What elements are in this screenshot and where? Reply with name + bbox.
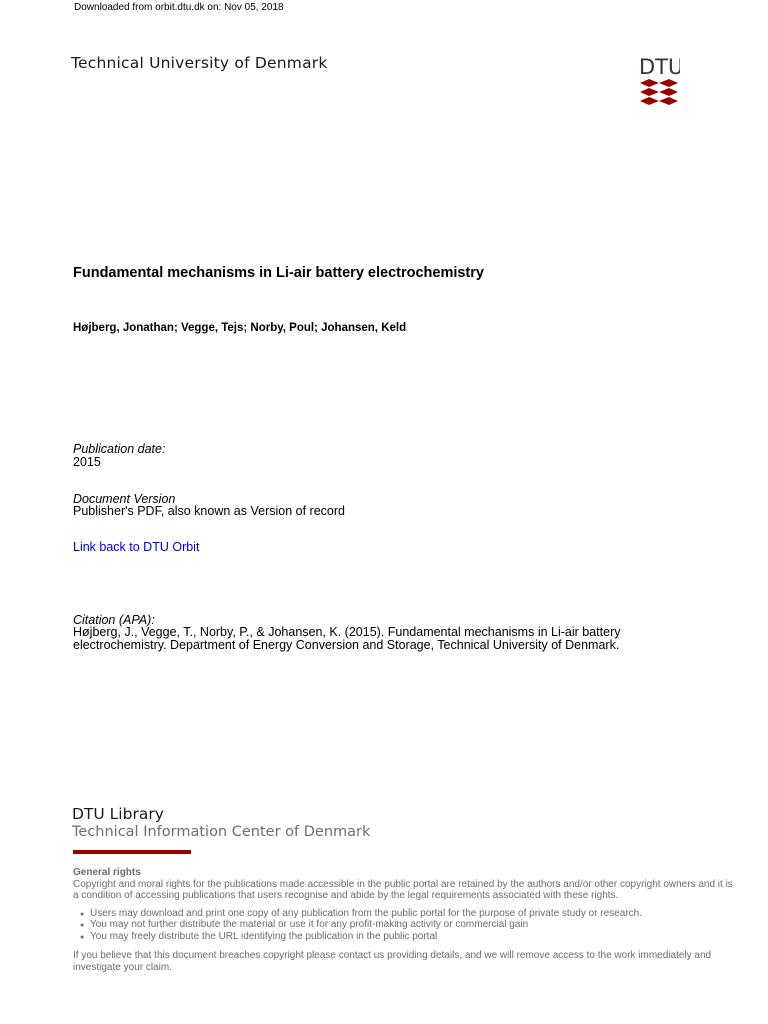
dtu-orbit-link[interactable]: Link back to DTU Orbit	[73, 540, 200, 554]
paper-authors: Højberg, Jonathan; Vegge, Tejs; Norby, Poul; Johansen, Keld	[73, 322, 407, 334]
rights-list	[73, 908, 733, 943]
library-subtitle: Technical Information Center of Denmark	[72, 824, 371, 840]
rights-notice: If you believe that this document breaches copyright please contact us providing details, and we will remove access to the work immediately and investigate your claim.	[73, 950, 712, 973]
download-note: Downloaded from orbit.dtu.dk on: Nov 05, 2018	[74, 2, 284, 13]
dtu-logo	[638, 54, 680, 112]
document-version-label: Document Version	[73, 492, 176, 506]
list-item: ● You may not further distribute the material or use it for any profit-making activity or commercial gain	[90, 919, 733, 931]
paper-title: Fundamental mechanisms in Li-air battery electrochemistry	[73, 265, 484, 281]
dtu-logo-icon	[638, 54, 680, 112]
rights-heading: General rights	[73, 867, 141, 878]
citation-label: Citation (APA):	[73, 613, 155, 627]
dtu-logo-text: DTU	[639, 55, 680, 79]
university-name: Technical University of Denmark	[71, 54, 328, 72]
publication-date-value: 2015	[73, 455, 101, 469]
list-item: ● You may freely distribute the URL identifying the publication in the public portal	[90, 931, 733, 943]
library-title: DTU Library	[72, 805, 164, 823]
rights-body: Copyright and moral rights for the publications made accessible in the public portal are retained by the authors and/or other copyright owners and it is a condition of accessing publications that users recognise and abide by the legal requirements associated with these rights.	[73, 878, 733, 901]
rights-section	[73, 867, 733, 973]
citation-text: Højberg, J., Vegge, T., Norby, P., & Johansen, K. (2015). Fundamental mechanisms in Li-air battery electrochemistry. Department of Energy Conversion and Storage, Technical University of Denmark.	[73, 625, 621, 652]
dtu-logo-mark	[640, 79, 678, 105]
list-item: ● Users may download and print one copy of any publication from the public portal for the purpose of private study or research.	[90, 908, 733, 920]
document-version-value: Publisher's PDF, also known as Version of record	[73, 504, 345, 518]
library-accent-bar	[73, 850, 191, 854]
publication-date-label: Publication date:	[73, 442, 166, 456]
